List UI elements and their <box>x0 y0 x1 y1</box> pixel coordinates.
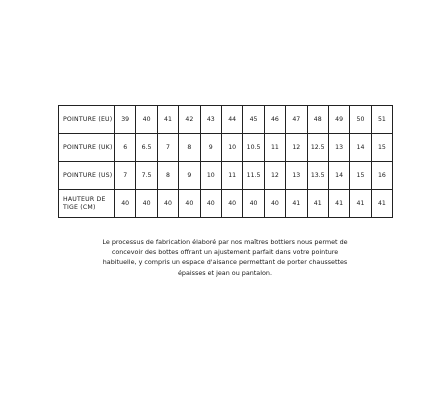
table-cell: 40 <box>221 190 242 218</box>
row-label: POINTURE (EU) <box>59 106 115 134</box>
table-cell: 40 <box>179 190 200 218</box>
table-cell: 12 <box>286 134 307 162</box>
table-cell: 43 <box>200 106 221 134</box>
table-cell: 13 <box>286 162 307 190</box>
table-cell: 7 <box>115 162 136 190</box>
table-cell: 40 <box>200 190 221 218</box>
table-cell: 13 <box>328 134 349 162</box>
size-chart-body <box>59 106 393 218</box>
table-cell: 15 <box>350 162 371 190</box>
table-cell: 14 <box>350 134 371 162</box>
table-cell: 41 <box>307 190 328 218</box>
table-cell: 51 <box>371 106 392 134</box>
table-cell: 7 <box>157 134 178 162</box>
table-cell: 40 <box>136 190 157 218</box>
table-cell: 40 <box>115 190 136 218</box>
size-uk-row <box>59 134 393 162</box>
table-cell: 47 <box>286 106 307 134</box>
table-cell: 45 <box>243 106 264 134</box>
table-cell: 41 <box>157 106 178 134</box>
size-us-row <box>59 162 393 190</box>
table-cell: 10.5 <box>243 134 264 162</box>
table-cell: 11 <box>221 162 242 190</box>
table-cell: 9 <box>179 162 200 190</box>
table-cell: 42 <box>179 106 200 134</box>
table-cell: 40 <box>136 106 157 134</box>
table-cell: 40 <box>157 190 178 218</box>
row-label: HAUTEUR DE TIGE (CM) <box>59 190 115 218</box>
table-cell: 10 <box>200 162 221 190</box>
table-cell: 11 <box>264 134 285 162</box>
shaft-height-row <box>59 190 393 218</box>
table-cell: 49 <box>328 106 349 134</box>
table-cell: 40 <box>243 190 264 218</box>
table-cell: 46 <box>264 106 285 134</box>
size-chart-table <box>58 105 393 218</box>
table-cell: 15 <box>371 134 392 162</box>
table-cell: 41 <box>371 190 392 218</box>
table-cell: 41 <box>328 190 349 218</box>
table-cell: 13.5 <box>307 162 328 190</box>
size-eu-row <box>59 106 393 134</box>
fit-description-text: Le processus de fabrication élaboré par nos maîtres bottiers nous permet de concevoir des bottes offrant un ajustement parfait dans votre pointure habituelle, y compris un espace d'aisance permettant de porter chaussettes épaisses et jean ou pantalon. <box>102 238 348 277</box>
table-cell: 39 <box>115 106 136 134</box>
table-cell: 6 <box>115 134 136 162</box>
table-cell: 44 <box>221 106 242 134</box>
table-cell: 50 <box>350 106 371 134</box>
table-cell: 8 <box>157 162 178 190</box>
table-cell: 41 <box>286 190 307 218</box>
table-cell: 9 <box>200 134 221 162</box>
table-cell: 40 <box>264 190 285 218</box>
table-cell: 11.5 <box>243 162 264 190</box>
row-label: POINTURE (US) <box>59 162 115 190</box>
table-cell: 41 <box>350 190 371 218</box>
table-cell: 12.5 <box>307 134 328 162</box>
table-cell: 10 <box>221 134 242 162</box>
table-cell: 7.5 <box>136 162 157 190</box>
table-cell: 14 <box>328 162 349 190</box>
row-label: POINTURE (UK) <box>59 134 115 162</box>
table-cell: 12 <box>264 162 285 190</box>
table-cell: 48 <box>307 106 328 134</box>
table-cell: 16 <box>371 162 392 190</box>
table-cell: 6.5 <box>136 134 157 162</box>
table-cell: 8 <box>179 134 200 162</box>
